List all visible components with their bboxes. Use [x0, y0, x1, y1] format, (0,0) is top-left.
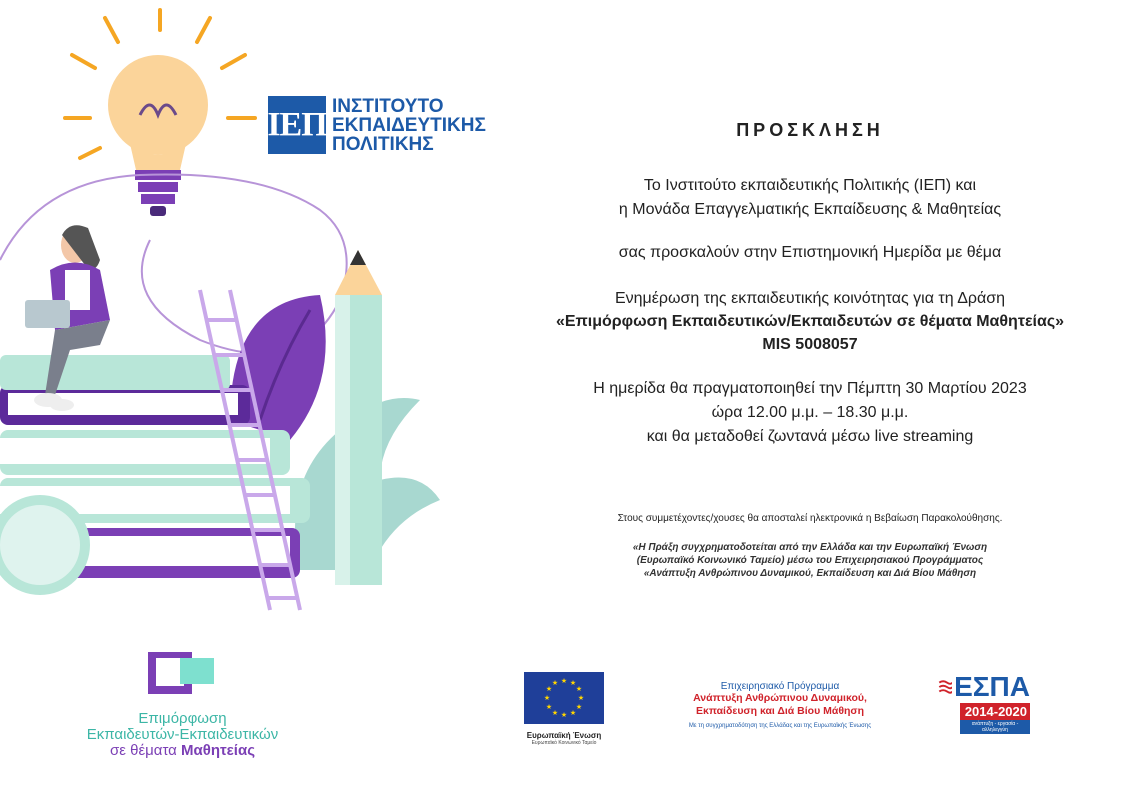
espa-logo: [938, 673, 1030, 734]
light-bulb-icon: [108, 55, 208, 216]
iep-logo-line3: ΠΟΛΙΤΙΚΗΣ: [332, 133, 434, 155]
iep-logo-line2: ΕΚΠΑΙΔΕΥΤΙΚΗΣ: [332, 114, 486, 136]
op-line3: Εκπαίδευση και Διά Βίου Μάθηση: [695, 705, 865, 717]
svg-text:★: ★: [560, 712, 568, 719]
espa-wave-icon: [938, 674, 952, 700]
espa-word: ΕΣΠΑ: [954, 671, 1030, 702]
svg-text:★: ★: [551, 710, 559, 717]
funding-line3: «Ανάπτυξη Ανθρώπινου Δυναμικού, Εκπαίδευση και Διά Βίου Μάθηση: [643, 568, 977, 579]
operational-programme-logo: [650, 681, 910, 729]
topic-paragraph: [470, 287, 1132, 356]
topic-line1: Ενημέρωση της εκπαιδευτικής κοινότητας για τη Δράση: [614, 290, 1006, 307]
program-logo-line2: Εκπαιδευτών-Εκπαιδευτικών: [86, 726, 279, 743]
pencil-icon: [335, 250, 382, 585]
education-illustration: [0, 0, 500, 620]
espa-years: 2014-2020: [960, 703, 1030, 720]
inviters-line2: η Μονάδα Επαγγελματικής Εκπαίδευσης & Μαθητείας: [618, 201, 1002, 218]
topic-title: «Επιμόρφωση Εκπαιδευτικών/Εκπαιδευτών σε θέματα Μαθητείας»: [555, 313, 1065, 330]
schedule-paragraph: [470, 377, 1132, 449]
iep-logo-text: [332, 97, 486, 154]
funding-note: [470, 541, 1132, 580]
program-logo-text: [75, 711, 290, 759]
svg-text:★: ★: [545, 686, 553, 693]
op-line2: Ανάπτυξη Ανθρώπινου Δυναμικού,: [693, 692, 867, 704]
schedule-time: ώρα 12.00 μ.μ. – 18.30 μ.μ.: [711, 404, 909, 421]
program-logo: [75, 652, 290, 759]
certificate-note: Στους συμμετέχοντες/χουσες θα αποσταλεί ηλεκτρονικά η Βεβαίωση Παρακολούθησης.: [617, 513, 1003, 524]
eu-caption: Ευρωπαϊκή Ένωση: [526, 731, 602, 740]
svg-text:★: ★: [560, 678, 568, 685]
funding-line1: «Η Πράξη συγχρηματοδοτείται από την Ελλάδα και την Ευρωπαϊκή Ένωση: [632, 542, 988, 553]
program-logo-line1: Επιμόρφωση: [138, 710, 227, 727]
program-logo-line3a: σε θέματα: [109, 742, 181, 759]
svg-text:★: ★: [543, 695, 551, 702]
topic-mis-code: MIS 5008057: [762, 336, 858, 353]
program-logo-mark-icon: [148, 652, 218, 694]
magnifier-icon: [0, 500, 85, 590]
svg-text:★: ★: [551, 680, 559, 687]
op-line1: Επιχειρησιακό Πρόγραμμα: [720, 681, 840, 692]
eu-flag-icon: [524, 672, 604, 724]
svg-text:★: ★: [575, 704, 583, 711]
inviters-paragraph: [470, 174, 1132, 222]
svg-text:★: ★: [575, 686, 583, 693]
iep-logo: [268, 96, 486, 154]
inviters-line1: Το Ινστιτούτο εκπαιδευτικής Πολιτικής (ΙΕΠ) και: [643, 177, 977, 194]
iep-logo-mark: ΙΕΠ: [268, 96, 326, 154]
invitation-title: ΠΡΟΣΚΛΗΣΗ: [736, 120, 884, 140]
eu-subcaption: Ευρωπαϊκό Κοινωνικό Ταμείο: [531, 740, 597, 746]
eu-logo: [523, 672, 605, 746]
op-line4: Με τη συγχρηματοδότηση της Ελλάδας και της Ευρωπαϊκής Ένωσης: [688, 723, 872, 729]
funding-line2: (Ευρωπαϊκό Κοινωνικό Ταμείο) μέσω του Επιχειρησιακού Προγράμματος: [636, 555, 984, 566]
program-logo-line3b: Μαθητείας: [181, 742, 255, 759]
svg-text:★: ★: [577, 695, 585, 702]
svg-text:★: ★: [569, 710, 577, 717]
program-logo-line3: [75, 743, 290, 759]
svg-text:★: ★: [545, 704, 553, 711]
espa-tagline: ανάπτυξη - εργασία - αλληλεγγύη: [960, 720, 1030, 734]
invite-paragraph: σας προσκαλούν στην Επιστημονική Ημερίδα με θέμα: [618, 244, 1002, 261]
iep-logo-line1: ΙΝΣΤΙΤΟΥΤΟ: [332, 95, 444, 117]
schedule-streaming: και θα μεταδοθεί ζωντανά μέσω live streaming: [646, 428, 974, 445]
svg-text:★: ★: [569, 680, 577, 687]
schedule-date: Η ημερίδα θα πραγματοποιηθεί την Πέμπτη 30 Μαρτίου 2023: [593, 380, 1027, 397]
